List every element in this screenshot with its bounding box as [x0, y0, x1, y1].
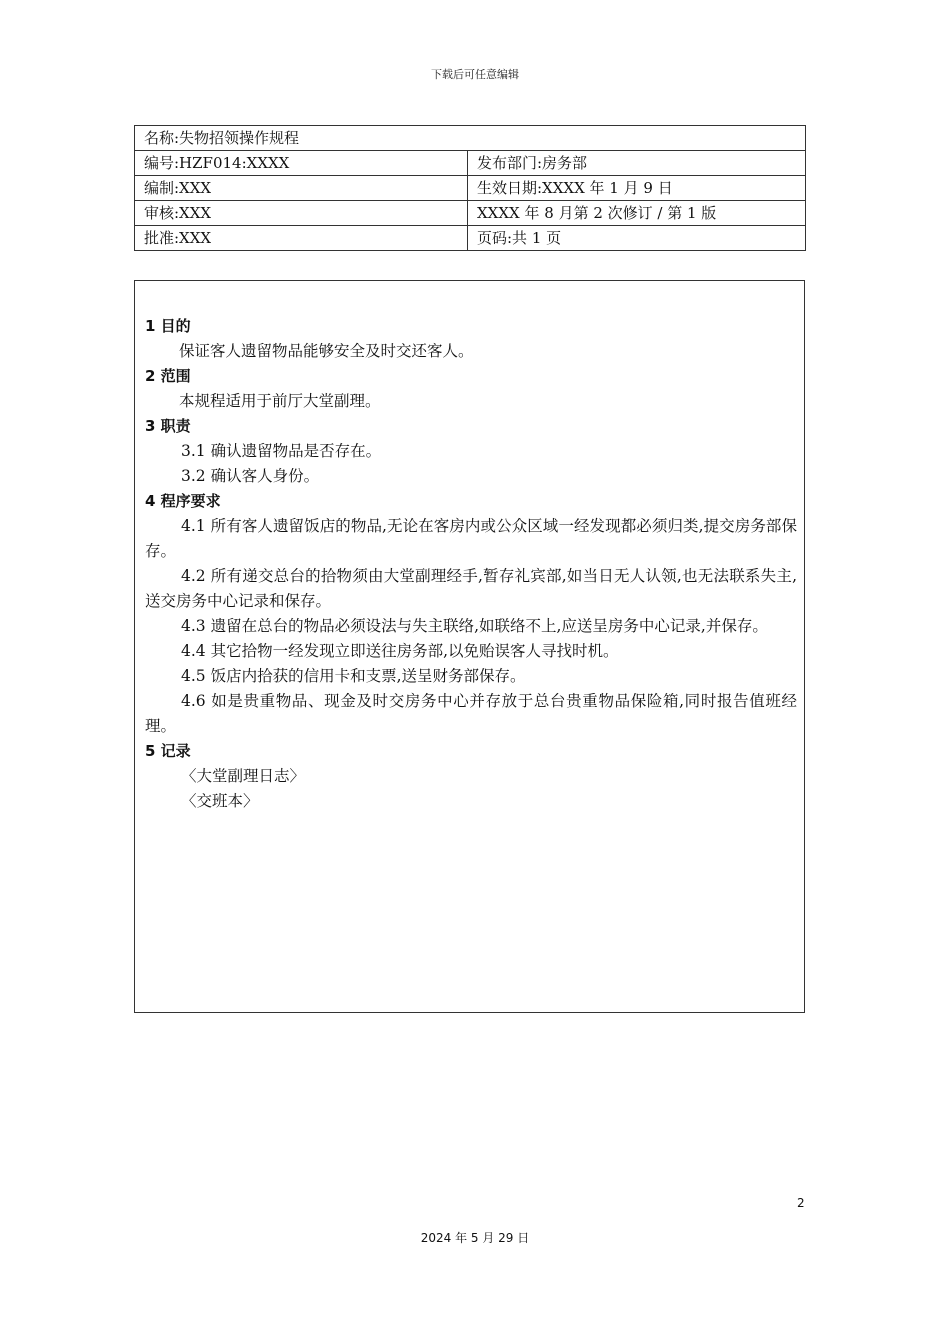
section-heading-purpose: 1 目的 [145, 317, 191, 335]
table-row [135, 151, 806, 176]
section-heading-scope: 2 范围 [145, 367, 191, 385]
section-heading-procedure: 4 程序要求 [145, 492, 221, 510]
table-row [135, 126, 806, 151]
procedure-content [145, 314, 797, 814]
effective-date: 生效日期:XXXX 年 1 月 9 日 [468, 176, 806, 201]
list-item: 〈大堂副理日志〉 [181, 767, 306, 785]
list-item: 4.6 如是贵重物品、现金及时交房务中心并存放于总台贵重物品保险箱,同时报告值班经理。 [145, 692, 797, 735]
page-footer-date: 2024 年 5 月 29 日 [420, 1231, 530, 1245]
document-meta-table [134, 125, 806, 251]
issuing-department: 发布部门:房务部 [468, 151, 806, 176]
list-item: 4.2 所有递交总台的拾物须由大堂副理经手,暂存礼宾部,如当日无人认领,也无法联系失主,送交房务中心记录和保存。 [145, 567, 797, 610]
content-box [134, 280, 805, 1013]
table-row [135, 226, 806, 251]
table-row [135, 176, 806, 201]
section-heading-records: 5 记录 [145, 742, 191, 760]
author: 编制:XXX [135, 176, 468, 201]
scope-text: 本规程适用于前厅大堂副理。 [179, 392, 381, 410]
list-item: 4.5 饭店内拾获的信用卡和支票,送呈财务部保存。 [181, 667, 526, 685]
revision-info: XXXX 年 8 月第 2 次修订 / 第 1 版 [468, 201, 806, 226]
list-item: 4.1 所有客人遗留饭店的物品,无论在客房内或公众区域一经发现都必须归类,提交房务部保存。 [145, 517, 797, 560]
page-count: 页码:共 1 页 [468, 226, 806, 251]
table-row [135, 201, 806, 226]
list-item: 3.1 确认遗留物品是否存在。 [181, 442, 382, 460]
list-item: 4.4 其它拾物一经发现立即送往房务部,以免贻误客人寻找时机。 [181, 642, 619, 660]
list-item: 4.3 遗留在总台的物品必须设法与失主联络,如联络不上,应送呈房务中心记录,并保存。 [181, 617, 768, 635]
section-heading-duties: 3 职责 [145, 417, 191, 435]
document-code: 编号:HZF014:XXXX [135, 151, 468, 176]
list-item: 3.2 确认客人身份。 [181, 467, 320, 485]
list-item: 〈交班本〉 [181, 792, 259, 810]
page-header: 下载后可任意编辑 [431, 68, 519, 81]
approver: 批准:XXX [135, 226, 468, 251]
document-name: 名称:失物招领操作规程 [135, 126, 806, 151]
purpose-text: 保证客人遗留物品能够安全及时交还客人。 [179, 342, 474, 360]
page-number: 2 [797, 1196, 805, 1210]
reviewer: 审核:XXX [135, 201, 468, 226]
